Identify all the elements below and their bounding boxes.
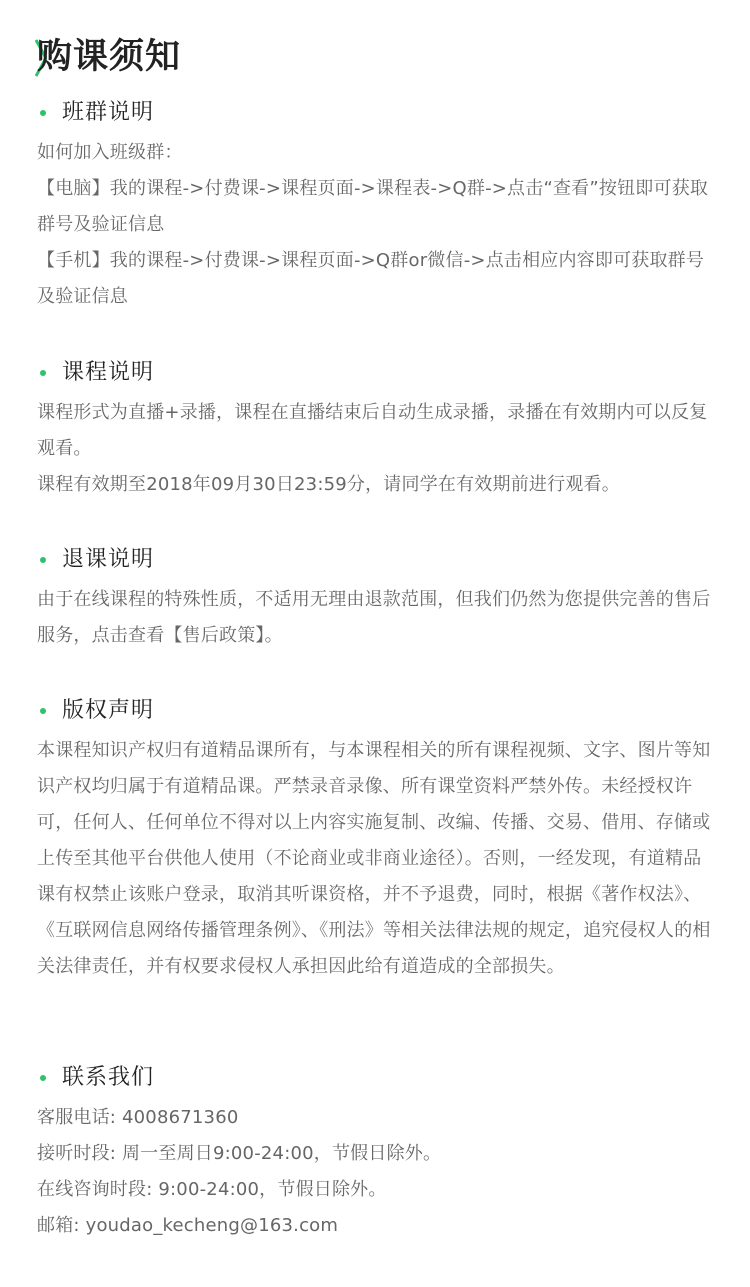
contact-hours: 接听时段: 周一至周日9:00-24:00，节假日除外。 xyxy=(37,1143,442,1164)
section-refund xyxy=(37,543,713,654)
bullet-icon xyxy=(40,1075,46,1081)
bullet-icon xyxy=(40,557,46,563)
section-paragraph: 如何加入班级群： xyxy=(37,142,183,163)
bullet-icon xyxy=(40,708,46,714)
section-contact xyxy=(37,1061,713,1244)
section-paragraph: 由于在线课程的特殊性质，不适用无理由退款范围，但我们仍然为您提供完善的售后服务，点击查看【售后政策】。 xyxy=(37,589,711,646)
contact-online-hours: 在线咨询时段: 9:00-24:00，节假日除外。 xyxy=(37,1179,387,1200)
section-title: 课程说明 xyxy=(62,360,155,385)
bullet-icon xyxy=(40,370,46,376)
page-title: 购课须知 xyxy=(37,37,182,77)
section-paragraph: 课程有效期至2018年09月30日23:59分，请同学在有效期前进行观看。 xyxy=(37,474,620,495)
section-title: 版权声明 xyxy=(62,698,155,723)
section-copyright xyxy=(37,694,713,985)
section-paragraph: 【电脑】我的课程->付费课->课程页面->课程表->Q群->点击“查看”按钮即可获取群号及验证信息 xyxy=(37,178,709,235)
section-header xyxy=(37,543,713,577)
contact-email: 邮箱: youdao_kecheng@163.com xyxy=(37,1215,339,1236)
section-class-group xyxy=(37,96,713,315)
section-paragraph: 本课程知识产权归有道精品课所有，与本课程相关的所有课程视频、文字、图片等知识产权均归属于有道精品课。严禁录音录像、所有课堂资料严禁外传。未经授权许可，任何人、任何单位不得对以上内容实施复制、改编、传播、交易、借用、存储或上传至其他平台供他人使用（不论商业或非商业途径）。否则，一经发现，有道精品课有权禁止该账户登录，取消其听课资格，并不予退费，同时，根据《著作权法》、《互联网信息网络传播管理条例》、《刑法》等相关法律法规的规定，追究侵权人的相关法律责任，并有权要求侵权人承担因此给有道造成的全部损失。 xyxy=(37,740,711,977)
section-header xyxy=(37,96,713,130)
section-title: 联系我们 xyxy=(62,1065,155,1090)
section-header xyxy=(37,1061,713,1095)
section-paragraph: 【手机】我的课程->付费课->课程页面->Q群or微信->点击相应内容即可获取群号及验证信息 xyxy=(37,250,705,307)
page-title-block xyxy=(37,34,181,80)
contact-phone: 客服电话: 4008671360 xyxy=(37,1107,239,1128)
section-title: 退课说明 xyxy=(62,547,155,572)
section-paragraph: 课程形式为直播+录播，课程在直播结束后自动生成录播，录播在有效期内可以反复观看。 xyxy=(37,402,708,459)
section-course-info xyxy=(37,356,713,503)
section-header xyxy=(37,356,713,390)
section-header xyxy=(37,694,713,728)
section-title: 班群说明 xyxy=(62,100,155,125)
bullet-icon xyxy=(40,110,46,116)
